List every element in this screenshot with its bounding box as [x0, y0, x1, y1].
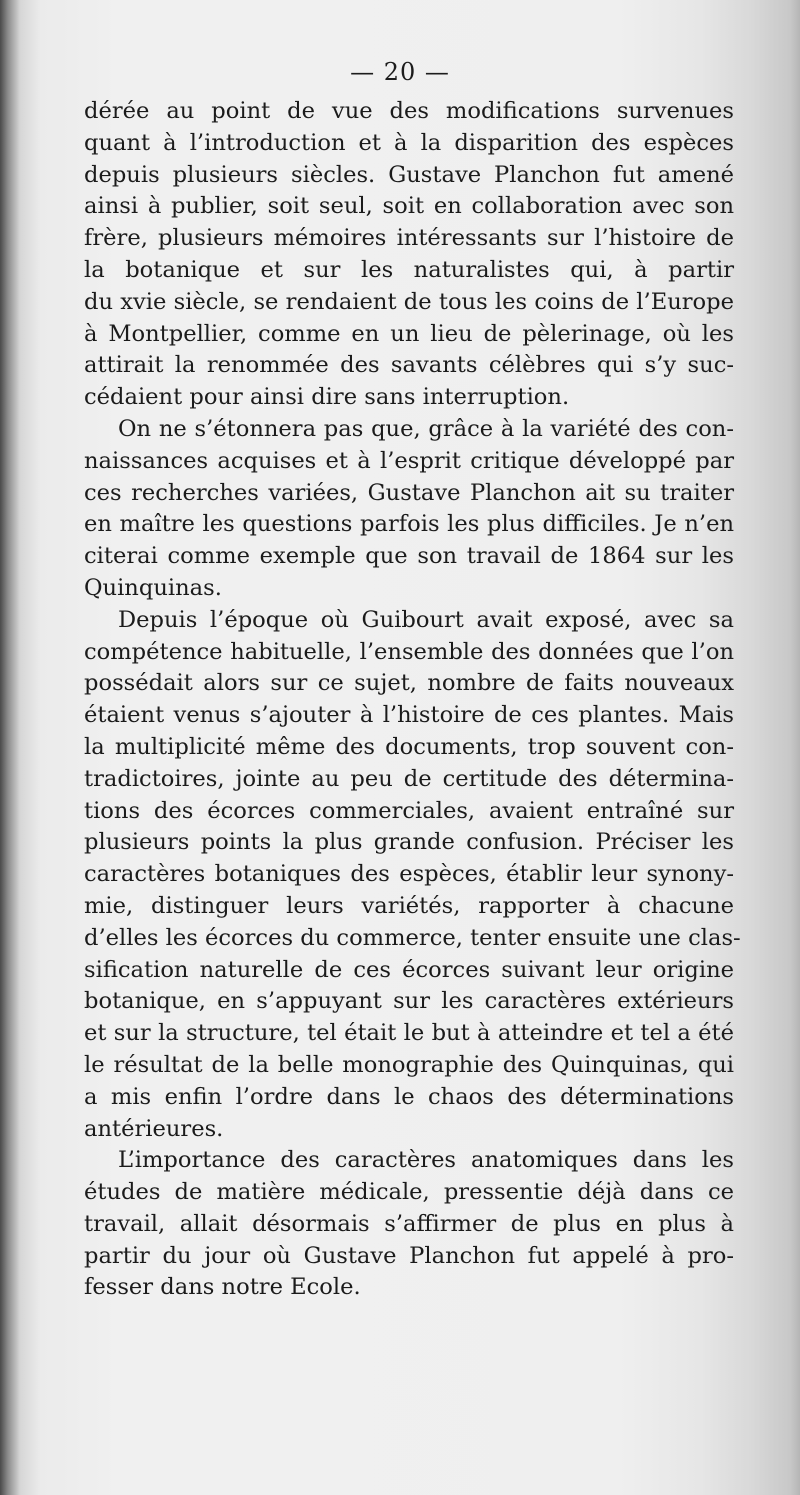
- text-line: la botanique et sur les naturalistes qui, à partir: [84, 256, 734, 283]
- text-line: On ne s’étonnera pas que, grâce à la variété des con-: [118, 415, 734, 442]
- text-line: études de matière médicale, pressentie déjà dans ce: [84, 1179, 734, 1206]
- text-line: plusieurs points la plus grande confusion. Préciser les: [84, 829, 734, 856]
- text-line: et sur la structure, tel était le but à atteindre et tel a été: [84, 1020, 734, 1047]
- text-line: partir du jour où Gustave Planchon fut appelé à pro-: [84, 1242, 734, 1269]
- text-line: la multiplicité même des documents, trop souvent con-: [84, 733, 734, 760]
- text-line: travail, allait désormais s’affirmer de plus en plus à: [84, 1210, 734, 1237]
- text-line: mie, distinguer leurs variétés, rapporter à chacune: [84, 892, 734, 919]
- page-number: — 20 —: [350, 58, 450, 86]
- text-line: possédait alors sur ce sujet, nombre de faits nouveaux: [84, 670, 734, 697]
- text-line: Depuis l’époque où Guibourt avait exposé, avec sa: [118, 606, 734, 633]
- text-line: du xvie siècle, se rendaient de tous les coins de l’Europe: [84, 288, 734, 315]
- text-line: tions des écorces commerciales, avaient entraîné sur: [84, 797, 734, 824]
- text-line: ainsi à publier, soit seul, soit en collaboration avec son: [84, 193, 734, 220]
- text-line: Quinquinas.: [84, 574, 222, 601]
- text-line: citerai comme exemple que son travail de 1864 sur les: [84, 543, 734, 570]
- text-line: antérieures.: [84, 1115, 224, 1142]
- text-line: depuis plusieurs siècles. Gustave Planchon fut amené: [84, 161, 734, 188]
- text-line: L’importance des caractères anatomiques dans les: [118, 1147, 734, 1174]
- text-line: fesser dans notre Ecole.: [84, 1274, 361, 1301]
- body-text: [84, 96, 741, 1304]
- text-line: naissances acquises et à l’esprit critique développé par: [84, 447, 734, 474]
- text-line: frère, plusieurs mémoires intéressants sur l’histoire de: [84, 225, 734, 252]
- text-line: compétence habituelle, l’ensemble des données que l’on: [84, 638, 734, 665]
- text-line: quant à l’introduction et à la disparition des espèces: [84, 129, 734, 156]
- text-line: a mis enfin l’ordre dans le chaos des déterminations: [84, 1083, 734, 1110]
- text-line: ces recherches variées, Gustave Planchon ait su traiter: [84, 479, 734, 506]
- text-line: attirait la renommée des savants célèbres qui s’y suc-: [84, 352, 734, 379]
- text-line: étaient venus s’ajouter à l’histoire de ces plantes. Mais: [84, 702, 734, 729]
- text-line: caractères botaniques des espèces, établir leur synony-: [84, 861, 734, 888]
- text-line: tradictoires, jointe au peu de certitude des détermina-: [84, 765, 734, 792]
- text-line: dérée au point de vue des modifications survenues: [84, 98, 734, 124]
- text-line: à Montpellier, comme en un lieu de pèlerinage, où les: [84, 320, 734, 347]
- text-line: cédaient pour ainsi dire sans interruption.: [84, 384, 570, 411]
- text-line: sification naturelle de ces écorces suivant leur origine: [84, 956, 734, 983]
- text-line: en maître les questions parfois les plus difficiles. Je n’en: [84, 511, 734, 538]
- text-line: d’elles les écorces du commerce, tenter ensuite une clas-: [84, 924, 741, 951]
- text-line: le résultat de la belle monographie des Quinquinas, qui: [84, 1051, 734, 1078]
- text-line: botanique, en s’appuyant sur les caractères extérieurs: [84, 988, 734, 1015]
